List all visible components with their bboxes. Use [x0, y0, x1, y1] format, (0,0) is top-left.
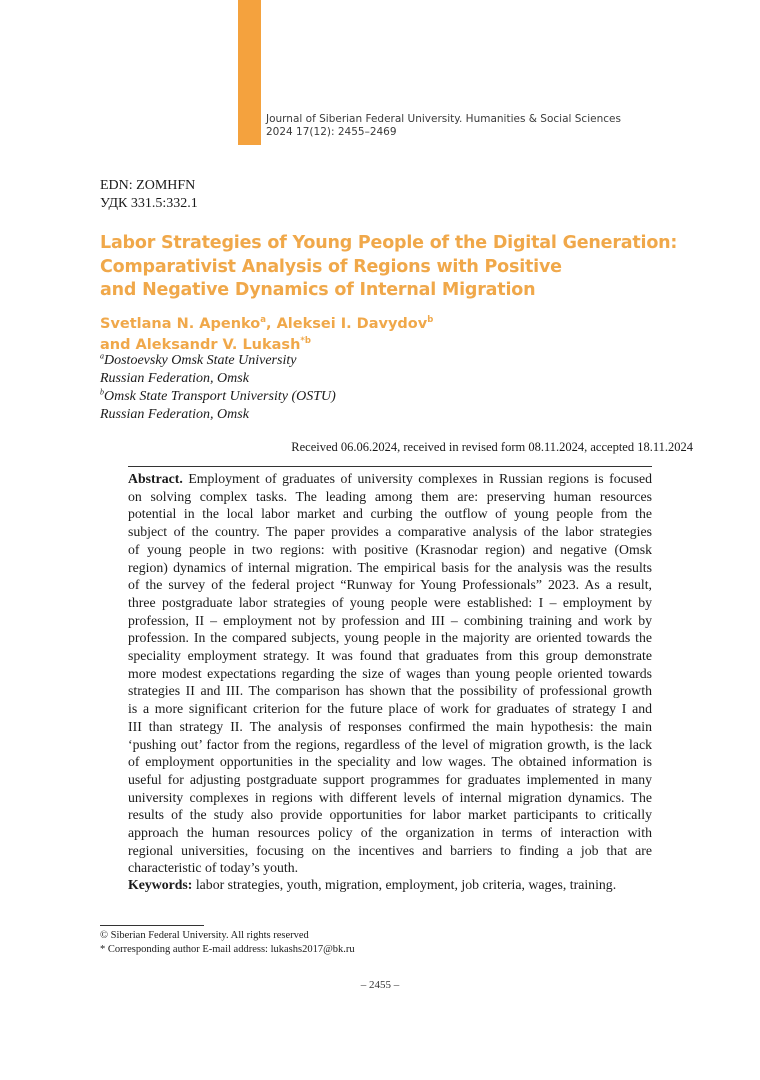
abstract-text: more modest expectations regarding the size of wages than young people oriented towards: [128, 665, 652, 681]
journal-header: [266, 113, 621, 139]
udk-code: УДК 331.5:332.1: [100, 196, 198, 211]
keywords: [128, 876, 668, 894]
abstract-line: [128, 700, 652, 718]
author-name: Aleksandr V. Lukash: [135, 337, 301, 353]
affiliation-mark: a: [100, 351, 104, 361]
keywords-label: Keywords:: [128, 877, 193, 892]
abstract-text: regional universities, focusing on the incentives and barriers to finding a job that are: [128, 842, 652, 858]
abstract-line: [128, 771, 652, 789]
abstract-line: [128, 488, 652, 506]
copyright-note: © Siberian Federal University. All rights reserved: [100, 930, 309, 941]
affiliations: [100, 352, 336, 424]
abstract-text: of young people in two regions: with positive (Krasnodar region) and negative (Omsk: [128, 541, 652, 557]
abstract-text: three postgraduate labor strategies of young people were established: I – employment by: [128, 594, 652, 610]
abstract-line: [128, 629, 652, 647]
journal-accent-bar: [238, 0, 261, 145]
author-affil-mark: a: [260, 315, 266, 326]
abstract-line: [128, 470, 652, 488]
abstract-text: subject of the country. The paper provides a comparative analysis of the labor strategies: [128, 524, 652, 540]
edn-code: EDN: ZOMHFN: [100, 178, 196, 193]
abstract-line: [128, 859, 652, 877]
abstract-line: [128, 576, 652, 594]
received-dates: [100, 439, 693, 455]
author-name: Aleksei I. Davydov: [276, 316, 428, 332]
abstract-text: speciality employment strategy. It was found that graduates from this group demonstrate: [128, 648, 652, 664]
abstract-label: Abstract.: [128, 471, 183, 486]
affiliation-mark: b: [100, 387, 104, 397]
abstract-text: Employment of graduates of university complexes in Russian regions is focused: [188, 471, 653, 486]
abstract-text: on solving complex tasks. The leading among them are: preserving human resources: [128, 488, 652, 504]
abstract-text: ‘pushing out’ factor from the regions, regardless of the level of migration growth, is the lack: [128, 736, 652, 752]
abstract-text: III than strategy II. The analysis of responses confirmed the main hypothesis: the main: [128, 718, 652, 734]
abstract-text: approach the human resources policy of the organization in terms of interaction with: [128, 825, 652, 841]
affiliation-name: [100, 352, 336, 370]
abstract-text: university complexes in regions with different levels of internal migration dynamics. The: [128, 789, 652, 805]
affiliation-name: [100, 388, 336, 406]
abstract-line: [128, 842, 652, 860]
footnotes: [100, 929, 355, 957]
footnote-divider: [100, 925, 204, 926]
abstract-line: [128, 541, 652, 559]
paper-title: [100, 232, 700, 303]
author-name: Svetlana N. Apenko: [100, 316, 261, 332]
abstract-text: profession, II – employment not by profession and III – combining training and work by: [128, 612, 652, 628]
abstract-text: region) dynamics of internal migration. The empirical basis for the analysis was the results: [128, 559, 652, 575]
abstract-line: [128, 647, 652, 665]
abstract-line: [128, 682, 652, 700]
author-conjunction: and: [100, 337, 136, 353]
abstract-line: [128, 718, 652, 736]
title-line: Comparativist Analysis of Regions with Positive: [100, 256, 562, 277]
abstract-text: is a more significant criterion for the future place of work for graduates of strategy I and: [128, 701, 652, 717]
abstract-line: [128, 789, 652, 807]
abstract-line: [128, 665, 652, 683]
abstract-line: [128, 736, 652, 754]
abstract-text: of the survey of the federal project “Runway for Young Professionals” 2023. As a result,: [128, 577, 652, 593]
author-list: [100, 314, 433, 356]
affiliation-location: Russian Federation, Omsk: [100, 371, 249, 386]
author-line: [100, 314, 433, 335]
abstract-text: potential in the local labor market and curbing the outflow of young people from the: [128, 506, 652, 522]
abstract-line: [128, 824, 652, 842]
author-affil-mark: b: [427, 315, 434, 326]
title-line: Labor Strategies of Young People of the Digital Generation:: [100, 233, 678, 253]
journal-volume: 2024 17(12): 2455–2469: [266, 126, 397, 138]
abstract-line: [128, 612, 652, 630]
keywords-text: labor strategies, youth, migration, employment, job criteria, wages, training.: [195, 877, 617, 892]
abstract: [128, 470, 652, 877]
author-affil-mark: *b: [300, 336, 311, 347]
abstract-divider: [128, 466, 652, 467]
abstract-text: strategies II and III. The comparison has shown that the possibility of professional growth: [128, 683, 652, 699]
page-number: – 2455 –: [360, 979, 400, 991]
abstract-text: results of the study also provide opportunities for labor market participants to critically: [128, 807, 652, 823]
affiliation-location: Russian Federation, Omsk: [100, 407, 249, 422]
identifiers: [100, 177, 198, 213]
journal-name: Journal of Siberian Federal University. Humanities & Social Sciences: [266, 113, 621, 125]
corresponding-author-note: * Corresponding author E-mail address: lukashs2017@bk.ru: [100, 944, 355, 955]
author-separator: ,: [266, 316, 277, 332]
abstract-line: [128, 523, 652, 541]
affiliation-text: Dostoevsky Omsk State University: [104, 353, 297, 368]
abstract-text: of employment opportunities in the speciality and low wages. The obtained information is: [128, 754, 652, 770]
received-text: Received 06.06.2024, received in revised form 08.11.2024, accepted 18.11.2024: [291, 440, 693, 454]
affiliation-text: Omsk State Transport University (OSTU): [104, 389, 336, 404]
abstract-line: [128, 594, 652, 612]
abstract-line: [128, 559, 652, 577]
title-line: and Negative Dynamics of Internal Migration: [100, 280, 536, 300]
abstract-text: characteristic of today’s youth.: [128, 860, 299, 876]
abstract-text: profession. In the compared subjects, young people in the majority are oriented towards the: [128, 630, 652, 646]
abstract-line: [128, 806, 652, 824]
abstract-line: [128, 505, 652, 523]
abstract-line: [128, 753, 652, 771]
abstract-text: useful for adjusting postgraduate support programmes for graduates implemented in many: [128, 771, 652, 787]
